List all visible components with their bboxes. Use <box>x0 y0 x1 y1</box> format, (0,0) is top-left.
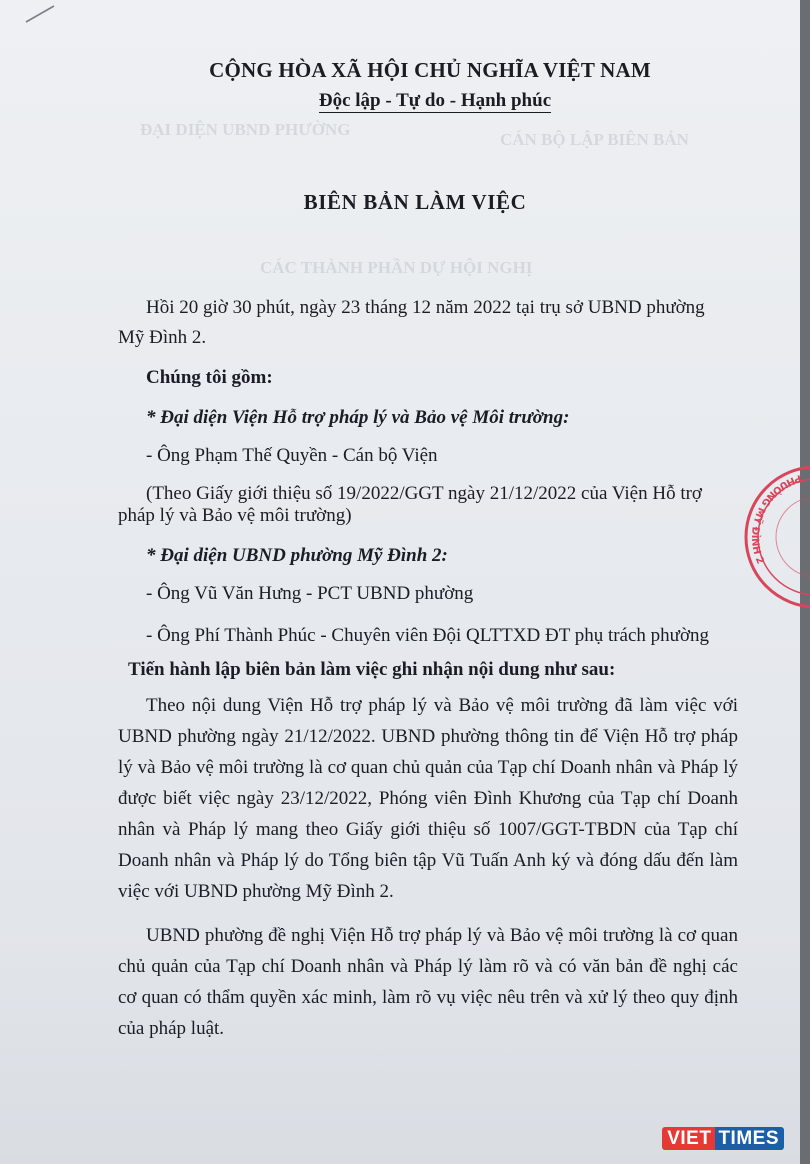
paragraph-1: Theo nội dung Viện Hỗ trợ pháp lý và Bảo vệ môi trường đã làm việc với UBND phường ngày 21/12/2022. UBND phường thông tin để Viện Hỗ trợ pháp lý và Bảo vệ môi trường là cơ quan chủ quản của Tạp chí Doanh nhân và Pháp lý được biết việc ngày 23/12/2022, Phóng viên Đình Khương của Tạp chí Doanh nhân và Pháp lý mang theo Giấy giới thiệu số 1007/GGT-TBDN của Tạp chí Doanh nhân và Pháp lý do Tổng biên tập Vũ Tuấn Anh ký và đóng dấu đến làm việc với UBND phường Mỹ Đình 2. <box>118 695 738 902</box>
group1-note-line-1: (Theo Giấy giới thiệu số 19/2022/GGT ngày 21/12/2022 của Viện Hỗ trợ <box>146 483 702 504</box>
viettimes-watermark: VIET TIMES <box>662 1128 784 1150</box>
national-motto: Độc lập - Tự do - Hạnh phúc <box>318 90 552 111</box>
intro-line-1: Hồi 20 giờ 30 phút, ngày 23 tháng 12 năm 2022 tại trụ sở UBND phường <box>146 297 705 318</box>
group1-heading: * Đại diện Viện Hỗ trợ pháp lý và Bảo vệ Môi trường: <box>146 407 570 428</box>
seal-text: PHƯỜNG MỸ ĐÌNH 2 <box>748 472 803 566</box>
group2-member-1: - Ông Vũ Văn Hưng - PCT UBND phường <box>146 583 474 604</box>
intro-line-2: Mỹ Đình 2. <box>118 327 207 348</box>
official-seal-icon <box>730 462 810 612</box>
svg-text:PHƯỜNG MỸ ĐÌNH 2 <box>749 472 803 566</box>
bleed-through-text: ĐẠI DIỆN UBND PHƯỜNG <box>140 120 351 139</box>
group1-member-1: - Ông Phạm Thế Quyền - Cán bộ Viện <box>146 445 438 466</box>
attendees-label: Chúng tôi gồm: <box>146 367 273 388</box>
bleed-through-text: CÁC THÀNH PHẦN DỰ HỘI NGHỊ <box>260 258 533 277</box>
group2-heading: * Đại diện UBND phường Mỹ Đình 2: <box>146 545 448 566</box>
group1-note-line-2: pháp lý và Bảo vệ môi trường) <box>118 505 352 526</box>
proceed-heading: Tiến hành lập biên bản làm việc ghi nhận nội dung như sau: <box>128 659 616 680</box>
group2-member-2: - Ông Phí Thành Phúc - Chuyên viên Đội QLTTXD ĐT phụ trách phường <box>146 625 710 646</box>
bleed-through-text: CÁN BỘ LẬP BIÊN BẢN <box>500 130 689 149</box>
document-title: BIÊN BẢN LÀM VIỆC <box>303 190 527 214</box>
pen-mark-icon <box>20 0 60 30</box>
national-header: CỘNG HÒA XÃ HỘI CHỦ NGHĨA VIỆT NAM <box>209 58 651 82</box>
paragraph-2: UBND phường đề nghị Viện Hỗ trợ pháp lý và Bảo vệ môi trường là cơ quan chủ quản của Tạp chí Doanh nhân và Pháp lý làm rõ và có văn bản đề nghị các cơ quan có thẩm quyền xác minh, làm rõ vụ việc nêu trên và xử lý theo quy định của pháp luật. <box>118 925 738 1039</box>
